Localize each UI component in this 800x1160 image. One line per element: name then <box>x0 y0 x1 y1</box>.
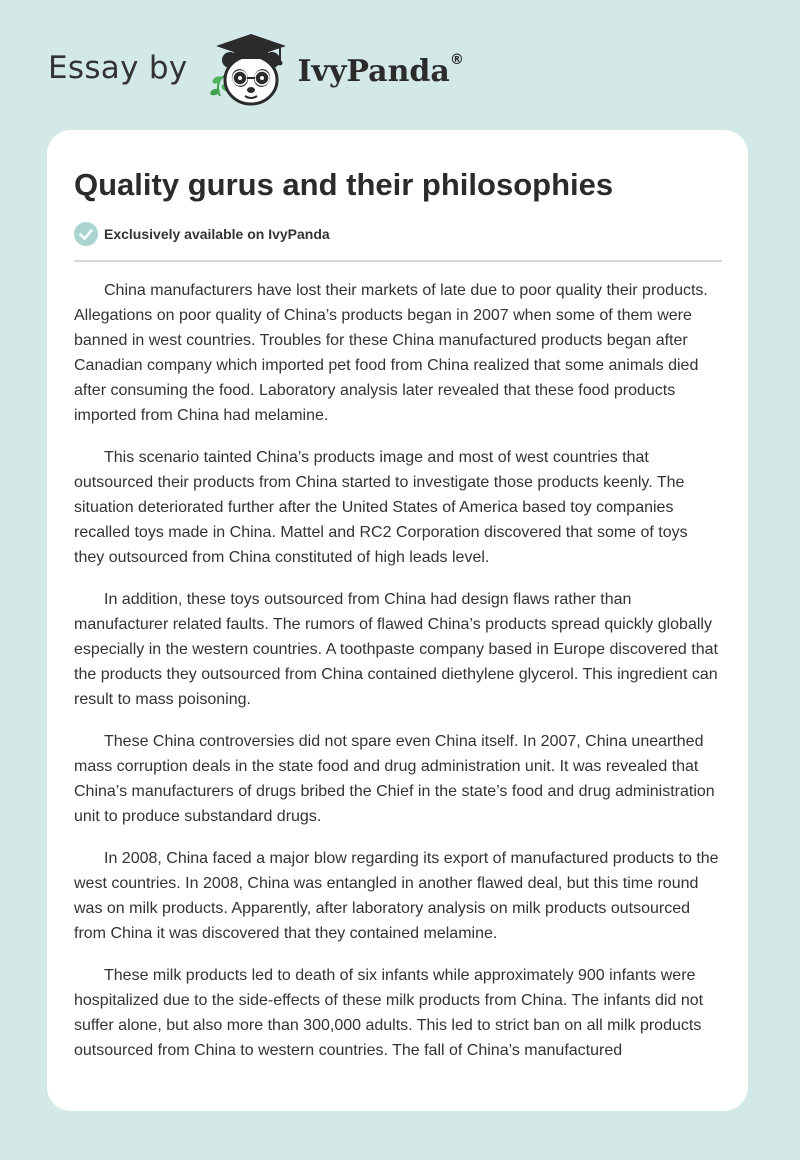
check-circle-icon <box>74 222 98 246</box>
essay-title: Quality gurus and their philosophies <box>74 167 614 202</box>
essay-paragraph: In addition, these toys outsourced from China had design flaws rather than manufacturer related faults. The rumors of flawed China’s products spread quickly globally especially in the western countries. A toothpaste company based in Europe discovered that the products they outsourced from China contained diethylene glycerol. This ingredient can result to mass poisoning. <box>74 591 718 708</box>
essay-paragraph: These milk products led to death of six infants while approximately 900 infants were hospitalized due to the side-effects of these milk products from China. The infants did not suffer alone, but also more than 300,000 adults. This led to strict ban on all milk products outsourced from China to western countries. The fall of China’s manufactured <box>74 967 704 1059</box>
essay-paragraph: This scenario tainted China’s products image and most of west countries that outsourced their products from China started to investigate those products keenly. The situation deteriorated further after the United States of America based toy companies recalled toys made in China. Mattel and RC2 Corporation discovered that some of toys they outsourced from China constituted of high leads level. <box>74 449 688 566</box>
essay-paragraph: In 2008, China faced a major blow regarding its export of manufactured products to the west countries. In 2008, China was entangled in another flawed deal, but this time round was on milk products. Apparently, after laboratory analysis on milk products outsourced from China it was discovered that they contained melamine. <box>74 850 719 942</box>
registered-mark: ® <box>449 51 464 68</box>
panda-logo-icon <box>206 30 294 110</box>
brand-name-text: IvyPanda <box>297 53 450 89</box>
exclusive-badge <box>74 222 722 246</box>
brand-prefix: Essay by <box>48 50 188 86</box>
essay-card <box>47 130 748 1111</box>
brand-name <box>297 51 464 89</box>
essay-paragraph: These China controversies did not spare even China itself. In 2007, China unearthed mass corruption deals in the state food and drug administration unit. It was revealed that China’s manufacturers of drugs bribed the Chief in the state’s food and drug administration unit to produce substandard drugs. <box>74 733 715 825</box>
site-header <box>48 30 464 110</box>
essay-paragraph: China manufacturers have lost their markets of late due to poor quality their products. Allegations on poor quality of China’s products began in 2007 when some of them were banned in west countries. Troubles for these China manufactured products began after Canadian company which imported pet food from China realized that some animals died after consuming the food. Laboratory analysis later revealed that these food products imported from China had melamine. <box>74 282 708 424</box>
exclusive-badge-label: Exclusively available on IvyPanda <box>104 226 330 242</box>
essay-body <box>74 278 722 1063</box>
divider <box>74 260 722 262</box>
